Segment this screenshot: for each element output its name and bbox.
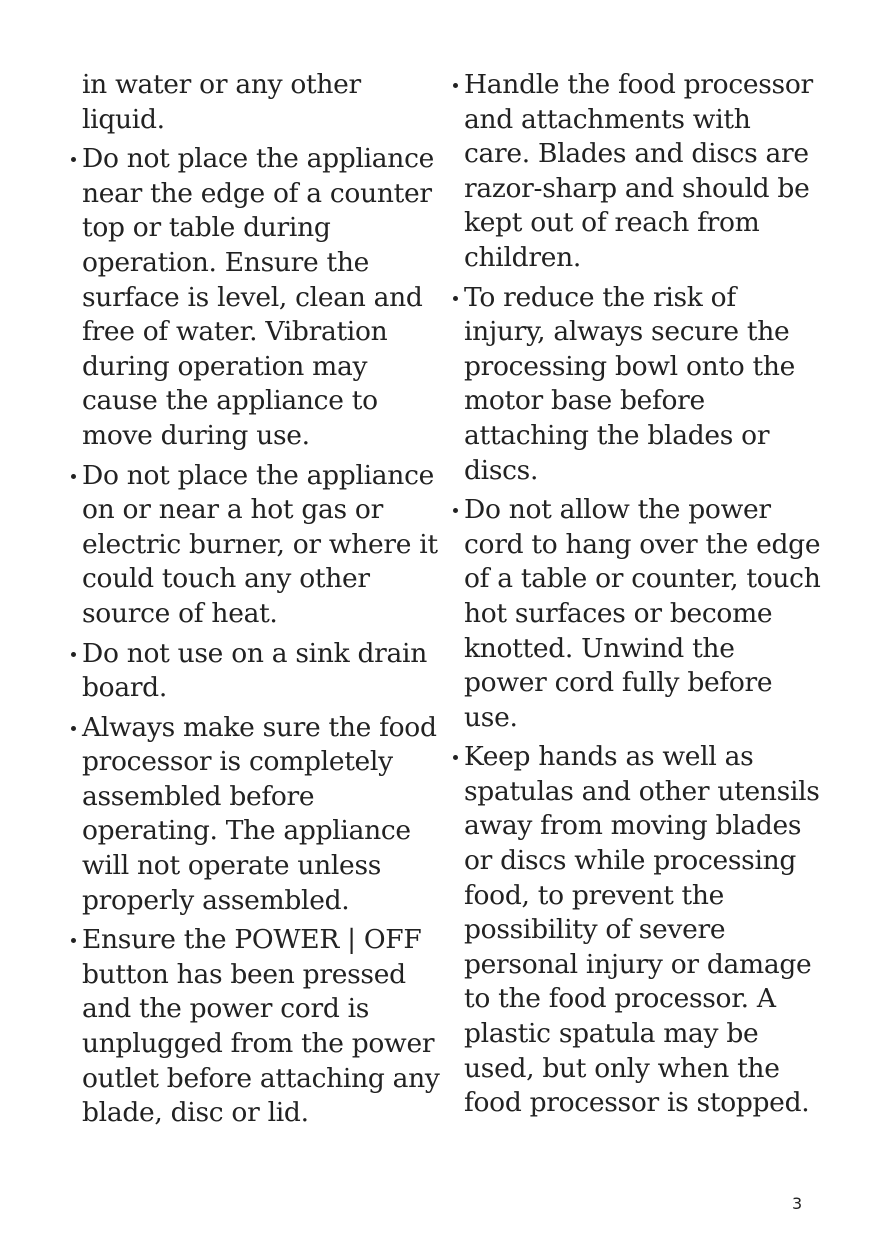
list-item bbox=[70, 923, 442, 1131]
list-item-text: Handle the food processor and attachments with care. Blades and discs are razor-sharp and should be kept out of reach from children. bbox=[464, 69, 813, 273]
list-item-text: To reduce the risk of injury, always secure the processing bowl onto the motor base before attaching the blades or discs. bbox=[464, 281, 795, 486]
list-item-text: Do not place the appliance on or near a hot gas or electric burner, or where it could touch any other source of heat. bbox=[82, 459, 438, 629]
list-item-text: Keep hands as well as spatulas and other utensils away from moving blades or discs while processing food, to prevent the possibility of severe personal injury or damage to the food processor. A plastic spatula may be used, but only when the food processor is stopped. bbox=[464, 741, 820, 1119]
list-item bbox=[70, 142, 442, 453]
page-number: 3 bbox=[792, 1194, 803, 1213]
list-item bbox=[452, 281, 824, 489]
list-item bbox=[70, 459, 442, 632]
list-item bbox=[70, 711, 442, 919]
list-item bbox=[452, 68, 824, 276]
list-item bbox=[452, 493, 824, 735]
list-item-text: Always make sure the food processor is completely assembled before operating. The appliance will not operate unless properly assembled. bbox=[82, 711, 437, 916]
continued-text: in water or any other liquid. bbox=[82, 69, 361, 135]
list-item bbox=[70, 637, 442, 706]
list-item-text: Do not place the appliance near the edge of a counter top or table during operation. Ensure the surface is level, clean and free of water. Vibration during operation may cause the appliance to move during use. bbox=[82, 143, 434, 451]
list-item-text: Ensure the POWER | OFF button has been pressed and the power cord is unplugged from the power outlet before attaching any blade, disc or lid. bbox=[82, 924, 440, 1129]
list-item bbox=[452, 740, 824, 1121]
list-item-text: Do not use on a sink drain board. bbox=[82, 637, 427, 704]
left-column bbox=[70, 68, 442, 1136]
right-column bbox=[452, 68, 824, 1126]
list-item-text: Do not allow the power cord to hang over the edge of a table or counter, touch hot surfaces or become knotted. Unwind the power cord fully before use. bbox=[464, 494, 821, 733]
